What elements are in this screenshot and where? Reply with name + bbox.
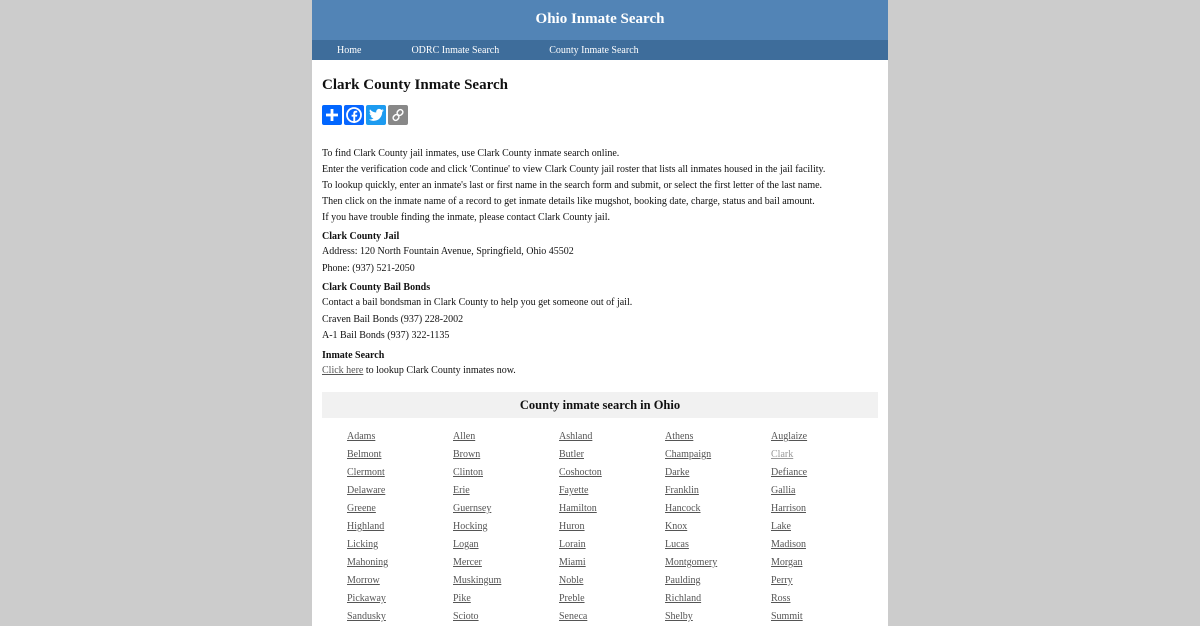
twitter-icon	[369, 108, 384, 122]
county-link[interactable]: Pickaway	[347, 593, 386, 604]
county-grid	[322, 428, 878, 626]
nav-bar	[312, 40, 888, 60]
county-link[interactable]: Auglaize	[771, 431, 808, 442]
share-facebook-button[interactable]	[344, 105, 364, 125]
plus-icon	[325, 108, 339, 122]
county-link[interactable]: Mercer	[453, 557, 482, 568]
intro-text	[322, 146, 878, 226]
county-link[interactable]: Mahoning	[347, 557, 389, 568]
share-copy-link-button[interactable]	[388, 105, 408, 125]
intro-line: If you have trouble finding the inmate, please contact Clark County jail.	[322, 212, 610, 223]
page-title: Clark County Inmate Search	[322, 77, 508, 93]
county-link[interactable]: Erie	[453, 485, 470, 496]
bail-description: Contact a bail bondsman in Clark County to help you get someone out of jail.	[322, 297, 633, 308]
county-link[interactable]: Fayette	[559, 485, 589, 496]
county-link[interactable]: Darke	[665, 467, 690, 478]
inmate-search-line	[322, 363, 878, 380]
county-link[interactable]: Hancock	[665, 503, 701, 514]
county-link[interactable]: Delaware	[347, 485, 386, 496]
site-title: Ohio Inmate Search	[535, 11, 665, 27]
county-link[interactable]: Perry	[771, 575, 793, 586]
county-link[interactable]: Harrison	[771, 503, 806, 514]
county-link[interactable]: Pike	[453, 593, 471, 604]
intro-line: Then click on the inmate name of a record to get inmate details like mugshot, booking date, charge, status and bail amount.	[322, 196, 815, 207]
county-link[interactable]: Allen	[453, 431, 476, 442]
county-link[interactable]: Richland	[665, 593, 702, 604]
county-link[interactable]: Lorain	[559, 539, 586, 550]
jail-phone: Phone: (937) 521-2050	[322, 262, 415, 274]
county-link[interactable]: Lucas	[665, 539, 689, 550]
nav-odrc-inmate-search[interactable]: ODRC Inmate Search	[411, 44, 500, 56]
county-link[interactable]: Ashland	[559, 431, 593, 442]
jail-address: Address: 120 North Fountain Avenue, Springfield, Ohio 45502	[322, 246, 574, 257]
county-link[interactable]: Clermont	[347, 467, 385, 478]
county-link[interactable]: Morrow	[347, 575, 380, 586]
county-link[interactable]: Paulding	[665, 575, 701, 586]
share-twitter-button[interactable]	[366, 105, 386, 125]
county-link[interactable]: Defiance	[771, 467, 808, 478]
county-link[interactable]: Adams	[347, 431, 376, 442]
county-link[interactable]: Clark	[771, 449, 794, 460]
county-link[interactable]: Hamilton	[559, 503, 597, 514]
inmate-search-suffix: to lookup Clark County inmates now.	[363, 364, 516, 376]
county-section-header: County inmate search in Ohio	[322, 392, 878, 418]
site-header	[312, 0, 888, 40]
click-here-link[interactable]: Click here	[322, 364, 364, 376]
county-link[interactable]: Shelby	[665, 611, 693, 622]
intro-line: To find Clark County jail inmates, use Clark County inmate search online.	[322, 148, 620, 159]
nav-home[interactable]: Home	[337, 44, 362, 56]
county-link[interactable]: Noble	[559, 575, 584, 586]
county-link[interactable]: Muskingum	[453, 575, 502, 586]
bail-bond-item: Craven Bail Bonds (937) 228-2002	[322, 313, 464, 325]
county-link[interactable]: Butler	[559, 449, 584, 460]
county-link[interactable]: Logan	[453, 539, 479, 550]
link-icon	[391, 108, 405, 122]
county-link[interactable]: Champaign	[665, 449, 712, 460]
share-add-button[interactable]	[322, 105, 342, 125]
county-link[interactable]: Franklin	[665, 485, 699, 496]
bail-section-title: Clark County Bail Bonds	[322, 282, 431, 293]
county-link[interactable]: Lake	[771, 521, 791, 532]
county-link[interactable]: Huron	[559, 521, 585, 532]
facebook-icon	[346, 107, 362, 123]
county-link[interactable]: Athens	[665, 431, 694, 442]
bail-bond-item: A-1 Bail Bonds (937) 322-1135	[322, 330, 450, 341]
county-link[interactable]: Highland	[347, 521, 385, 532]
nav-county-inmate-search[interactable]: County Inmate Search	[549, 44, 639, 56]
county-link[interactable]: Greene	[347, 503, 376, 514]
intro-line: To lookup quickly, enter an inmate's last or first name in the search form and submit, or select the first letter of the last name.	[322, 180, 823, 191]
county-link[interactable]: Seneca	[559, 611, 588, 622]
county-link[interactable]: Coshocton	[559, 467, 602, 478]
county-link[interactable]: Madison	[771, 539, 806, 550]
intro-line: Enter the verification code and click 'Continue' to view Clark County jail roster that lists all inmates housed in the jail facility.	[322, 164, 826, 175]
county-link[interactable]: Knox	[665, 521, 688, 532]
county-link[interactable]: Miami	[559, 557, 586, 568]
jail-section-title: Clark County Jail	[322, 231, 400, 242]
county-link[interactable]: Summit	[771, 611, 803, 622]
county-link[interactable]: Sandusky	[347, 611, 386, 622]
county-link[interactable]: Scioto	[453, 611, 479, 622]
county-link[interactable]: Gallia	[771, 485, 796, 496]
page-container	[312, 0, 888, 626]
county-link[interactable]: Clinton	[453, 467, 484, 478]
county-link[interactable]: Licking	[347, 539, 379, 550]
county-link[interactable]: Ross	[771, 593, 791, 604]
county-link[interactable]: Hocking	[453, 521, 488, 532]
county-link[interactable]: Montgomery	[665, 557, 718, 568]
inmate-search-section-title: Inmate Search	[322, 349, 385, 361]
county-link[interactable]: Preble	[559, 593, 585, 604]
share-buttons	[322, 105, 878, 125]
county-link[interactable]: Brown	[453, 449, 481, 460]
main-content	[312, 60, 888, 626]
county-link[interactable]: Morgan	[771, 557, 803, 568]
county-link[interactable]: Belmont	[347, 449, 382, 460]
county-link[interactable]: Guernsey	[453, 503, 492, 514]
